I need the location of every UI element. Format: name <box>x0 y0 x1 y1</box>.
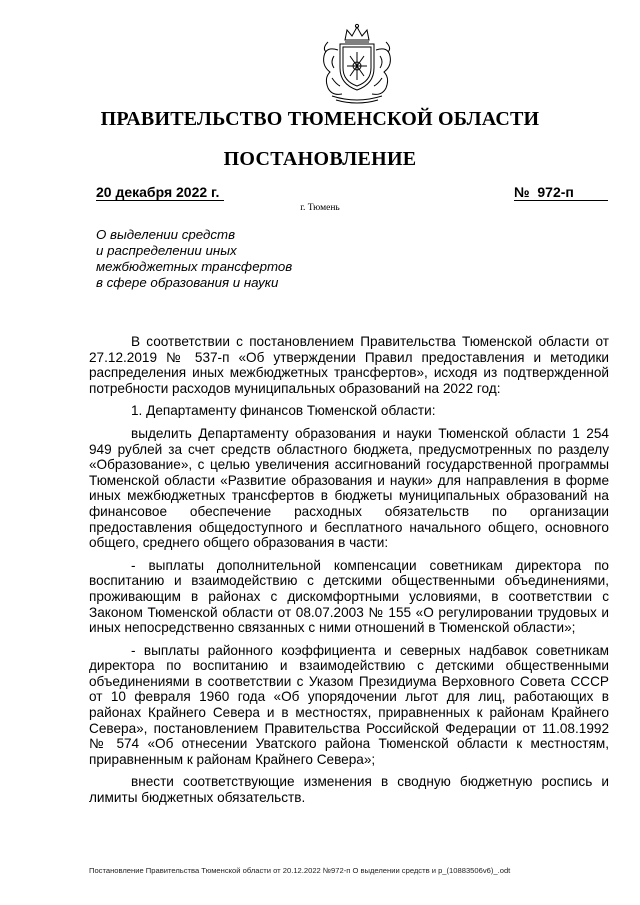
number-underline <box>514 200 608 201</box>
document-number <box>514 184 574 200</box>
body-paragraph-item-1: 1. Департаменту финансов Тюменской области: <box>131 403 436 419</box>
document-subject <box>96 227 356 291</box>
date-underline <box>96 200 224 201</box>
number-sign: № <box>514 184 530 200</box>
number-value: 972-п <box>537 184 574 200</box>
document-date: 20 декабря 2022 г. <box>96 184 220 200</box>
body-paragraph-northern-allowances: - выплаты районного коэффициента и северных надбавок советникам директора по воспитанию и взаимодействию с детскими общественными объединениями в соответствии с Указом Президиума Верховного Совета СССР от 10 февраля 1960 года «Об упорядочении льгот для лиц, работающих в районах Крайнего Севера и в местностях, приравненных к районам Крайнего Севера», постановлением Правительства Российской Федерации от 11.08.1992 № 574 «Об отнесении Уватского района Тюменской области к местностям, приравненным к районам Крайнего Севера»; <box>89 642 609 767</box>
document-body <box>89 334 609 813</box>
subject-line: межбюджетных трансфертов <box>96 259 293 274</box>
body-paragraph-preamble: В соответствии с постановлением Правительства Тюменской области от 27.12.2019 № 537-п «Об утверждении Правил предоставления и методики распределения иных межбюджетных трансфертов», исходя из подтвержденной потребности расходов муниципальных образований на 2022 год: <box>89 334 609 396</box>
page-footer: Постановление Правительства Тюменской области от 20.12.2022 №972-п О выделении средств и р_(10883506v6)_.odt <box>89 866 511 875</box>
subject-line: в сфере образования и науки <box>96 275 279 290</box>
body-paragraph-budget-changes: внести соответствующие изменения в сводную бюджетную роспись и лимиты бюджетных обязательств. <box>89 774 609 806</box>
subject-line: и распределении иных <box>96 243 237 258</box>
body-paragraph-allocation: выделить Департаменту образования и науки Тюменской области 1 254 949 рублей за счет средств областного бюджета, предусмотренных по разделу «Образование», с целью увеличения ассигнований государственной программы Тюменской области «Развитие образования и науки» для направления в форме иных межбюджетных трансфертов в бюджеты муниципальных образований на финансовое обеспечение расходных обязательств по организации предоставления общедоступного и бесплатного начального общего, основного общего, среднего общего образования в части: <box>89 425 609 551</box>
subject-line: О выделении средств <box>96 227 236 242</box>
document-type-title: ПОСТАНОВЛЕНИЕ <box>223 148 417 170</box>
body-paragraph-compensation: - выплаты дополнительной компенсации советникам директора по воспитанию и взаимодействию с детскими общественными объединениями, проживающим в районах с дискомфортными условиями, в соответствии с Законом Тюменской области от 08.07.2003 № 155 «О регулировании трудовых и иных непосредственно связанных с ними отношений в Тюменской области»; <box>89 557 609 636</box>
government-title: ПРАВИТЕЛЬСТВО ТЮМЕНСКОЙ ОБЛАСТИ <box>100 108 540 130</box>
document-place: г. Тюмень <box>300 203 340 213</box>
coat-of-arms-icon <box>312 22 402 104</box>
